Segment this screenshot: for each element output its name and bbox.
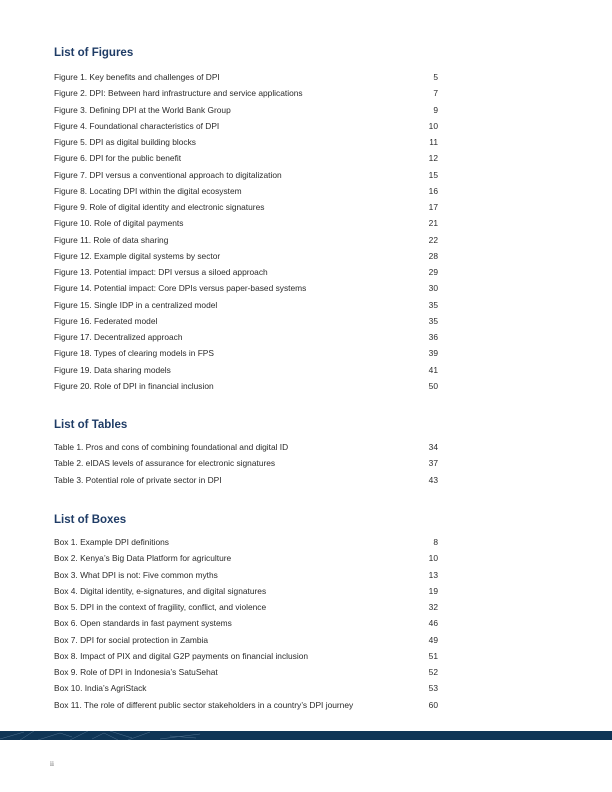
toc-entry-page: 43 — [428, 474, 438, 485]
toc-entry-page: 32 — [428, 602, 438, 612]
toc-entry-label: Figure 4. Foundational characteristics of DPI — [54, 120, 220, 131]
toc-entry-label: Box 9. Role of DPI in Indonesia’s SatuSehat — [54, 667, 218, 677]
toc-entry-page: 53 — [428, 683, 438, 694]
toc-entry-label: Figure 6. DPI for the public benefit — [54, 153, 182, 164]
toc-entry-label: Figure 16. Federated model — [54, 315, 158, 326]
boxes-entries — [54, 534, 438, 713]
toc-entry[interactable] — [54, 345, 438, 361]
toc-entry[interactable] — [54, 680, 438, 696]
toc-entry-page: 52 — [428, 667, 438, 677]
toc-entry[interactable] — [54, 232, 438, 248]
toc-entry[interactable] — [54, 378, 438, 394]
toc-entry-page: 35 — [428, 299, 438, 310]
toc-entry-label: Figure 7. DPI versus a conventional approach to digitalization — [54, 169, 282, 180]
toc-entry-label: Table 1. Pros and cons of combining foundational and digital ID — [54, 442, 289, 452]
toc-entry[interactable] — [54, 567, 438, 583]
toc-entry-page: 28 — [428, 250, 438, 261]
toc-entry-page: 37 — [428, 458, 438, 469]
toc-entry-page: 10 — [428, 120, 438, 131]
toc-entry-label: Figure 8. Locating DPI within the digital ecosystem — [54, 185, 242, 196]
toc-entry-label: Figure 10. Role of digital payments — [54, 218, 184, 229]
toc-entry-label: Box 7. DPI for social protection in Zambia — [54, 634, 209, 645]
boxes-heading: List of Boxes — [54, 514, 127, 526]
toc-entry-label: Figure 15. Single IDP in a centralized model — [54, 299, 218, 310]
toc-entry-page: 19 — [428, 585, 438, 596]
toc-entry[interactable] — [54, 439, 438, 455]
toc-entry-label: Figure 2. DPI: Between hard infrastructure and service applications — [54, 88, 303, 99]
toc-entry[interactable] — [54, 648, 438, 664]
toc-entry-label: Figure 5. DPI as digital building blocks — [54, 137, 196, 147]
list-of-boxes — [54, 513, 438, 713]
toc-entry-page: 30 — [428, 283, 438, 294]
toc-entry-page: 34 — [428, 442, 438, 452]
toc-entry-page: 29 — [428, 267, 438, 277]
footer-band — [0, 731, 612, 740]
toc-entry[interactable] — [54, 118, 438, 134]
toc-entry-page: 36 — [428, 332, 438, 342]
toc-entry-page: 16 — [428, 185, 438, 196]
toc-entry[interactable] — [54, 134, 438, 150]
toc-entry-page: 46 — [428, 618, 438, 629]
toc-entry-label: Table 3. Potential role of private sector in DPI — [54, 474, 222, 485]
toc-entry-page: 49 — [428, 634, 438, 645]
toc-entry-label: Box 1. Example DPI definitions — [54, 537, 169, 547]
toc-entry-page: 11 — [429, 137, 438, 147]
figures-heading: List of Figures — [54, 47, 134, 59]
toc-entry[interactable] — [54, 599, 438, 615]
toc-entry-page: 9 — [433, 104, 438, 115]
toc-entry[interactable] — [54, 534, 438, 550]
toc-entry[interactable] — [54, 199, 438, 215]
toc-entry-label: Box 5. DPI in the context of fragility, conflict, and violence — [54, 602, 267, 612]
toc-entry[interactable] — [54, 313, 438, 329]
toc-entry[interactable] — [54, 85, 438, 101]
toc-entry-page: 21 — [428, 218, 438, 229]
toc-entry-page: 41 — [428, 364, 438, 375]
toc-entry-page: 12 — [428, 153, 438, 164]
toc-entry[interactable] — [54, 329, 438, 345]
toc-entry[interactable] — [54, 664, 438, 680]
toc-entry-page: 35 — [428, 315, 438, 326]
toc-entry-label: Figure 3. Defining DPI at the World Bank Group — [54, 104, 231, 115]
toc-entry[interactable] — [54, 150, 438, 166]
toc-entry-label: Figure 17. Decentralized approach — [54, 332, 183, 342]
toc-entry[interactable] — [54, 183, 438, 199]
toc-entry[interactable] — [54, 583, 438, 599]
footer-pattern-icon — [0, 731, 612, 740]
toc-entry-label: Figure 1. Key benefits and challenges of DPI — [54, 72, 220, 82]
toc-entry[interactable] — [54, 215, 438, 231]
toc-entry-label: Figure 13. Potential impact: DPI versus a siloed approach — [54, 267, 268, 277]
toc-entry-label: Box 11. The role of different public sector stakeholders in a country’s DPI journey — [54, 699, 354, 710]
toc-entry[interactable] — [54, 472, 438, 488]
toc-entry[interactable] — [54, 297, 438, 313]
toc-entry-page: 5 — [433, 72, 438, 82]
toc-entry-label: Box 2. Kenya’s Big Data Platform for agriculture — [54, 553, 232, 564]
toc-entry-label: Table 2. eIDAS levels of assurance for electronic signatures — [54, 458, 276, 469]
toc-entry-label: Figure 18. Types of clearing models in FPS — [54, 348, 214, 359]
toc-entry-page: 8 — [433, 537, 438, 547]
toc-entry[interactable] — [54, 632, 438, 648]
toc-entry-label: Figure 11. Role of data sharing — [54, 234, 169, 245]
toc-entry-page: 22 — [428, 234, 438, 245]
toc-entry-label: Figure 14. Potential impact: Core DPIs versus paper-based systems — [54, 283, 307, 294]
toc-entry-label: Figure 12. Example digital systems by sector — [54, 250, 221, 261]
toc-entry[interactable] — [54, 280, 438, 296]
list-of-tables — [54, 418, 438, 488]
toc-entry-page: 50 — [428, 380, 438, 391]
toc-entry[interactable] — [54, 248, 438, 264]
toc-entry-label: Box 3. What DPI is not: Five common myths — [54, 569, 218, 580]
toc-entry[interactable] — [54, 167, 438, 183]
toc-entry-label: Figure 20. Role of DPI in financial inclusion — [54, 380, 214, 391]
toc-entry-page: 13 — [428, 569, 438, 580]
toc-entry-label: Box 6. Open standards in fast payment systems — [54, 618, 232, 629]
toc-entry[interactable] — [54, 550, 438, 566]
toc-entry-page: 10 — [428, 553, 438, 564]
toc-entry-page: 39 — [428, 348, 438, 359]
list-of-figures — [54, 46, 438, 394]
toc-entry-label: Figure 9. Role of digital identity and electronic signatures — [54, 202, 265, 212]
tables-heading: List of Tables — [54, 419, 128, 431]
tables-entries — [54, 439, 438, 488]
toc-entry[interactable] — [54, 102, 438, 118]
toc-entry-page: 17 — [428, 202, 438, 212]
toc-entry-page: 51 — [428, 650, 438, 661]
toc-entry-label: Box 8. Impact of PIX and digital G2P payments on financial inclusion — [54, 650, 309, 661]
toc-entry[interactable] — [54, 69, 438, 85]
toc-entry-page: 60 — [428, 699, 438, 710]
toc-entry-page: 7 — [433, 88, 438, 99]
toc-entry-page: 15 — [428, 169, 438, 180]
toc-entry[interactable] — [54, 264, 438, 280]
toc-entry-label: Figure 19. Data sharing models — [54, 364, 171, 375]
page-number: ii — [50, 760, 54, 768]
toc-entry[interactable] — [54, 615, 438, 631]
toc-entry[interactable] — [54, 362, 438, 378]
toc-entry[interactable] — [54, 697, 438, 713]
toc-entry-label: Box 4. Digital identity, e-signatures, and digital signatures — [54, 585, 267, 596]
figures-entries — [54, 69, 438, 394]
toc-entry-label: Box 10. India’s AgriStack — [54, 683, 147, 694]
toc-entry[interactable] — [54, 455, 438, 471]
